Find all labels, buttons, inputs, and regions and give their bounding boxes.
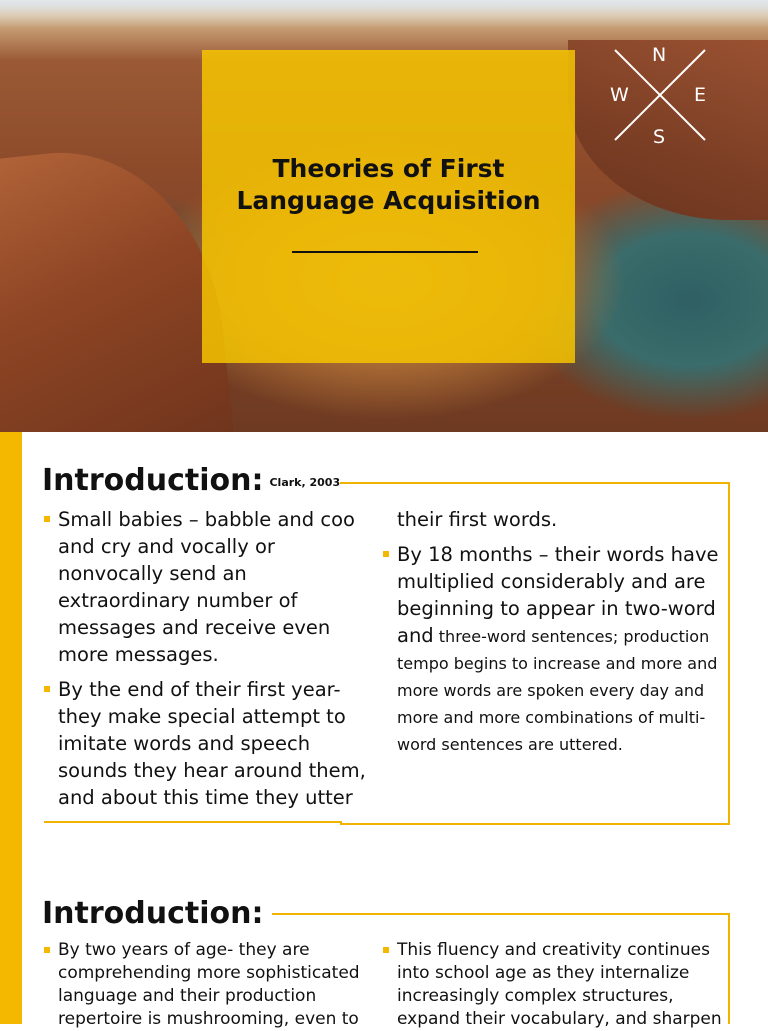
slide2-bullet-3-large: By 18 months – their words have multiplied considerably and are beginning to appear in two-word and (397, 543, 719, 647)
slide3-right-column (381, 939, 726, 1031)
slide2-bullet-2: By the end of their first year- they make special attempt to imitate words and speech sounds they hear around them, and about this time they utter (42, 676, 372, 811)
slide3-left-column (42, 939, 372, 1031)
slide-title: Theories of First Language Acquisition (236, 154, 541, 215)
slide2-heading-text: Introduction: (42, 463, 264, 498)
slide2-citation: Clark, 2003 (269, 476, 341, 489)
slide3-frame-right (728, 913, 730, 1024)
slide2-continuation: their first words. (397, 508, 558, 531)
slide3-bullet-2: This fluency and creativity continues into school age as they internalize increasingly complex structures, expand their vocabulary, and sharpen (381, 939, 726, 1031)
title-underline (292, 251, 478, 253)
compass-icon (600, 40, 720, 150)
slide2-heading (42, 463, 340, 498)
slide2-left-column (42, 506, 372, 811)
slide2-bullet-1: Small babies – babble and coo and cry and vocally or nonvocally send an extraordinary number of messages and receive even more messages. (42, 506, 372, 668)
slide2-right-column (381, 506, 721, 757)
compass-west-label: W (610, 84, 629, 106)
title-box (202, 50, 575, 363)
compass-north-label: N (652, 44, 667, 66)
compass-south-label: S (653, 126, 666, 148)
slide2-frame-bottom (44, 821, 342, 823)
slide2-bullet-3-small: three-word sentences; production tempo begins to increase and more and more words are spoken every day and more and more combinations of multi-word sentences are uttered. (397, 627, 718, 754)
accent-bar (0, 432, 22, 1024)
title-slide (0, 0, 768, 432)
canyon-cliff-left (0, 137, 236, 432)
canyon-river (560, 150, 768, 432)
slide3-frame-top (272, 913, 730, 915)
slide3-heading: Introduction: (42, 896, 264, 931)
sky-haze (0, 0, 768, 28)
compass-east-label: E (694, 84, 707, 106)
slide3-bullet-1: By two years of age- they are comprehending more sophisticated language and their production repertoire is mushrooming, even to (42, 939, 372, 1031)
slide2-bullet-3 (381, 541, 721, 757)
